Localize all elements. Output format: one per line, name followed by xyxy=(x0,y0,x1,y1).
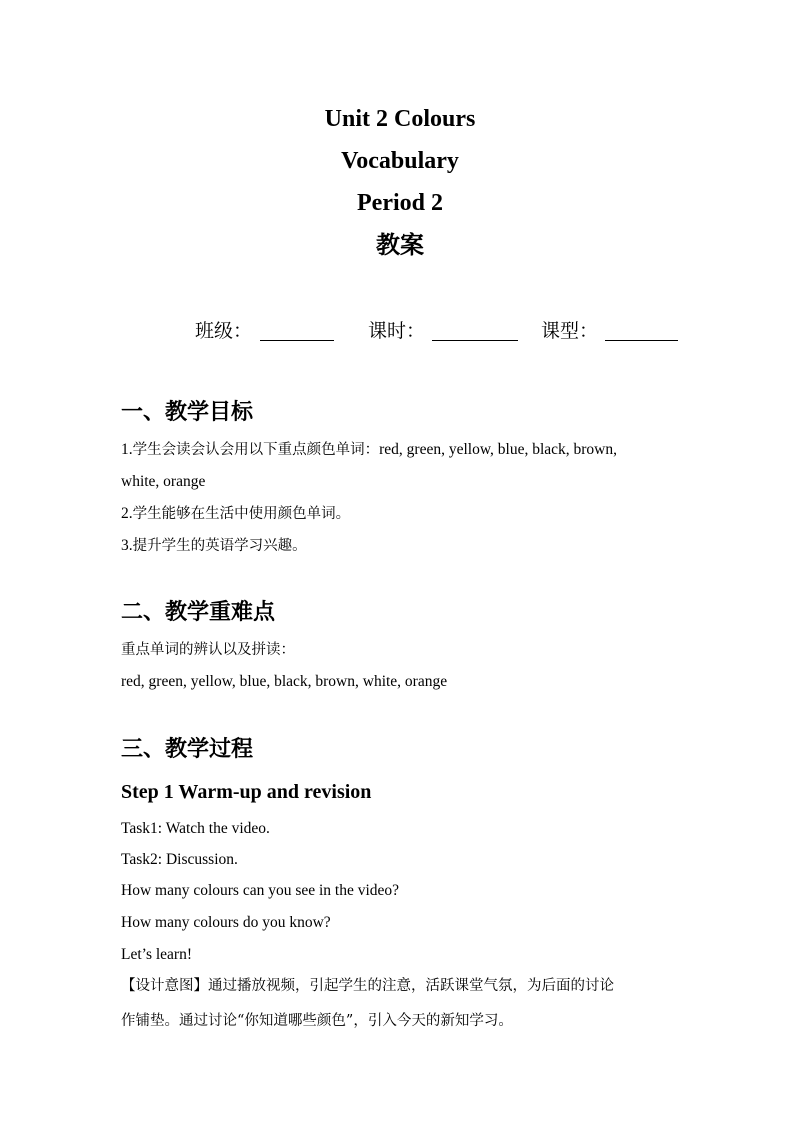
period-label: 课时： xyxy=(368,320,426,342)
meta-row xyxy=(0,316,800,346)
objective-item-1-cont: white, orange xyxy=(121,473,206,490)
key-points-words: red, green, yellow, blue, black, brown, white, orange xyxy=(121,673,448,690)
task-1: Task1: Watch the video. xyxy=(121,820,270,837)
doc-title: Unit 2 Colours xyxy=(324,106,476,132)
objective-3-text: 提升学生的英语学习兴趣。 xyxy=(132,538,307,554)
step-1-heading: Step 1 Warm-up and revision xyxy=(121,781,372,803)
section-heading-key-points: 二、教学重难点 xyxy=(121,600,276,625)
question-1: How many colours can you see in the video? xyxy=(121,882,400,899)
objective-2-number: 2. xyxy=(121,505,133,522)
doc-subtitle-vocabulary: Vocabulary xyxy=(341,148,459,174)
question-2: How many colours do you know? xyxy=(121,914,331,931)
section-heading-process: 三、教学过程 xyxy=(121,737,254,762)
period-blank xyxy=(432,340,518,341)
objective-1-text: 学生会读会认会用以下重点颜色单词： xyxy=(132,442,380,458)
section-heading-objectives: 一、教学目标 xyxy=(121,400,254,425)
objective-item-1 xyxy=(121,439,681,461)
task-2: Task2: Discussion. xyxy=(121,851,238,868)
objective-1-words: red, green, yellow, blue, black, brown, xyxy=(379,441,617,458)
doc-subtitle-period: Period 2 xyxy=(357,190,443,216)
objective-item-2 xyxy=(121,503,681,525)
class-blank xyxy=(260,340,334,341)
objective-item-3 xyxy=(121,535,681,557)
key-points-intro: 重点单词的辨认以及拼读： xyxy=(121,642,295,658)
lets-learn: Let’s learn! xyxy=(121,946,193,963)
objective-1-number: 1. xyxy=(121,441,133,458)
type-label: 课型： xyxy=(541,320,599,342)
doc-subtitle-lesson-plan: 教案 xyxy=(376,231,424,259)
design-intent-line-1: 【设计意图】通过播放视频，引起学生的注意，活跃课堂气氛，为后面的讨论 xyxy=(121,978,614,994)
design-intent-line-2: 作铺垫。通过讨论“你知道哪些颜色”，引入今天的新知学习。 xyxy=(121,1013,513,1029)
objective-2-text: 学生能够在生活中使用颜色单词。 xyxy=(132,506,351,522)
objective-3-number: 3. xyxy=(121,537,133,554)
class-label: 班级： xyxy=(195,320,253,342)
type-blank xyxy=(605,340,678,341)
